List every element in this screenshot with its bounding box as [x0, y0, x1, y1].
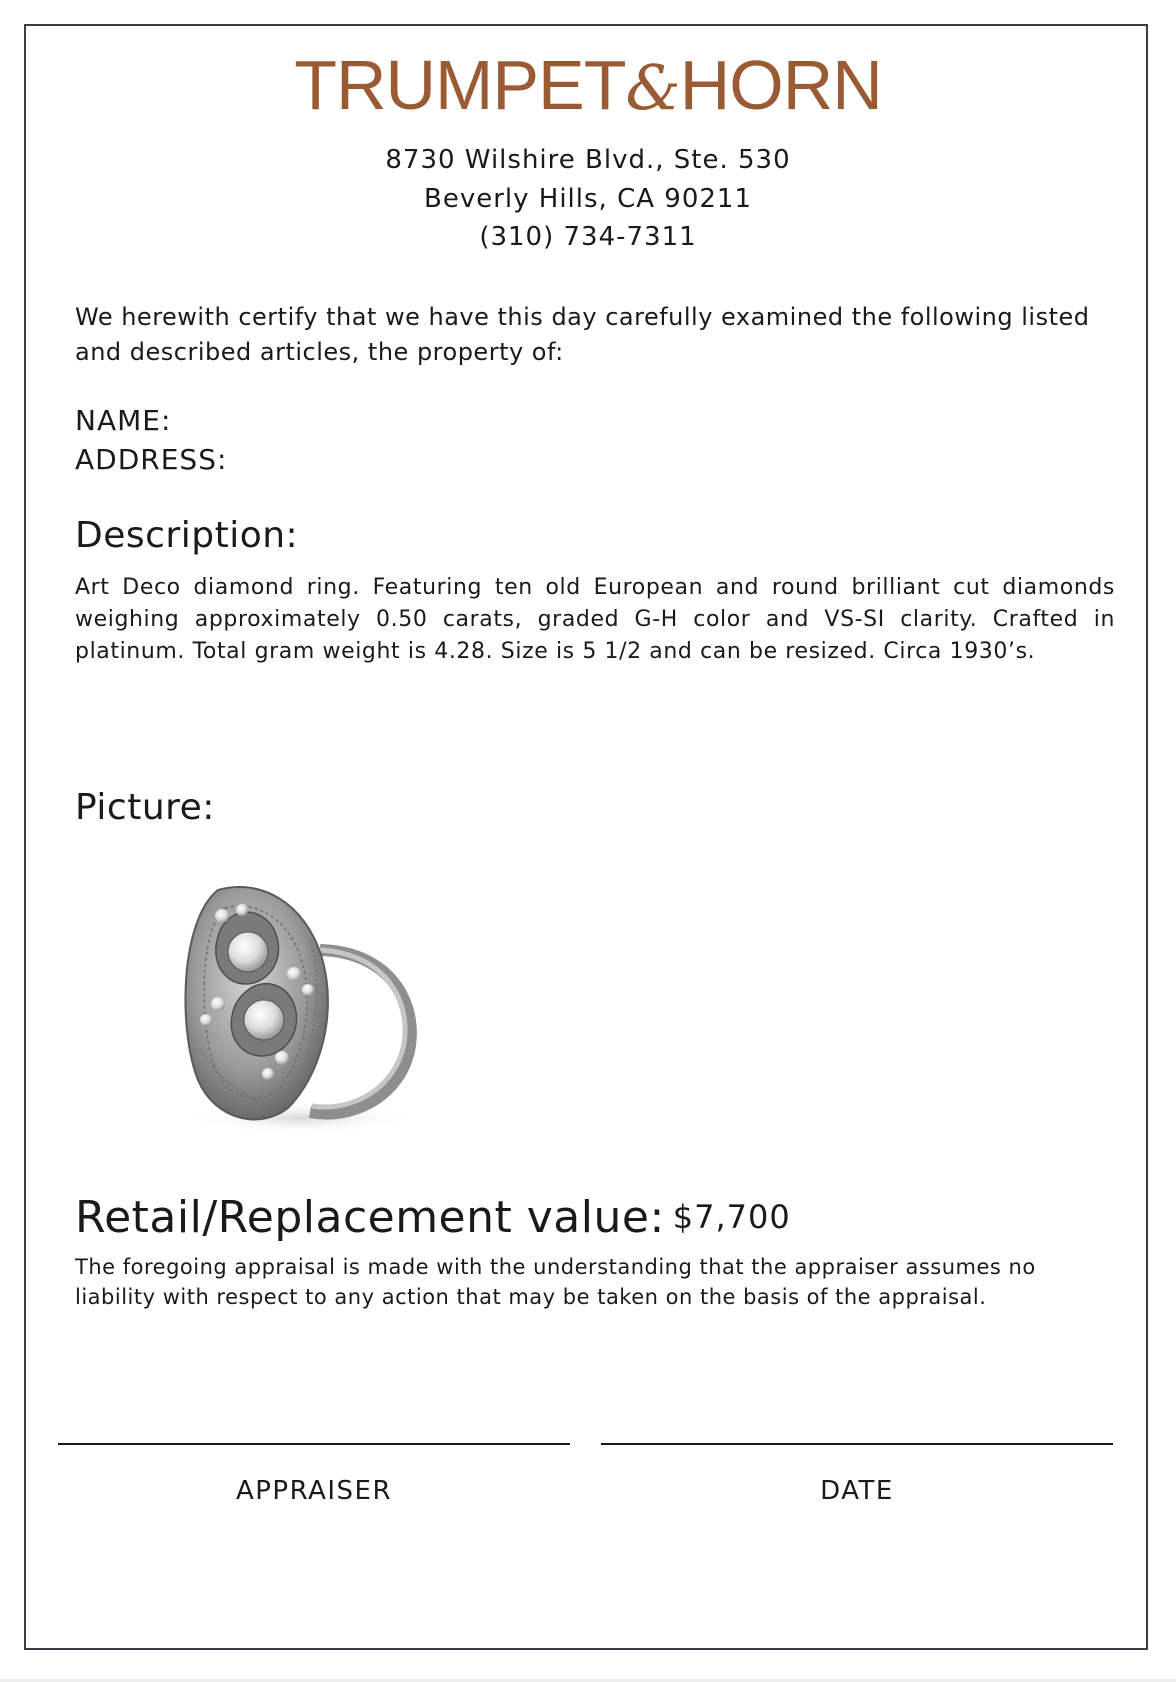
logo-text-left: TRUMPET — [294, 46, 626, 124]
valuation-line — [75, 1192, 1115, 1243]
ring-illustration — [170, 880, 430, 1140]
date-label: DATE — [820, 1476, 894, 1506]
logo-text-right: HORN — [679, 46, 882, 124]
owner-address-label: ADDRESS: — [75, 443, 228, 476]
owner-name-label: NAME: — [75, 404, 172, 437]
phone-number: (310) 734-7311 — [479, 222, 697, 252]
value-label: Retail/Replacement value: — [75, 1192, 665, 1243]
company-logo — [0, 46, 1176, 124]
appraiser-label: APPRAISER — [235, 1476, 393, 1506]
description-text: Art Deco diamond ring. Featuring ten old European and round brilliant cut diamonds weighing approximately 0.50 carats, graded G-H color and VS-SI clarity. Crafted in platinum. Total gram weight is 4.28. Size is 5 1/2 and can be resized. Circa 1930’s. — [75, 575, 1115, 664]
description-heading: Description: — [75, 515, 299, 556]
ring-photo — [170, 880, 430, 1140]
disclaimer-text: The foregoing appraisal is made with the understanding that the appraiser assumes no liability with respect to any action that may be taken on the basis of the appraisal. — [75, 1255, 1036, 1309]
logo-ampersand: & — [625, 51, 680, 124]
certification-intro: We herewith certify that we have this day carefully examined the following listed and described articles, the property of: — [75, 303, 1090, 366]
address-line-2: Beverly Hills, CA 90211 — [424, 184, 752, 214]
picture-heading: Picture: — [75, 787, 215, 828]
date-signature-line — [601, 1443, 1113, 1445]
address-line-1: 8730 Wilshire Blvd., Ste. 530 — [385, 145, 791, 175]
appraiser-signature-line — [58, 1443, 570, 1445]
value-amount: $7,700 — [672, 1198, 791, 1236]
document-border — [24, 24, 1148, 1650]
